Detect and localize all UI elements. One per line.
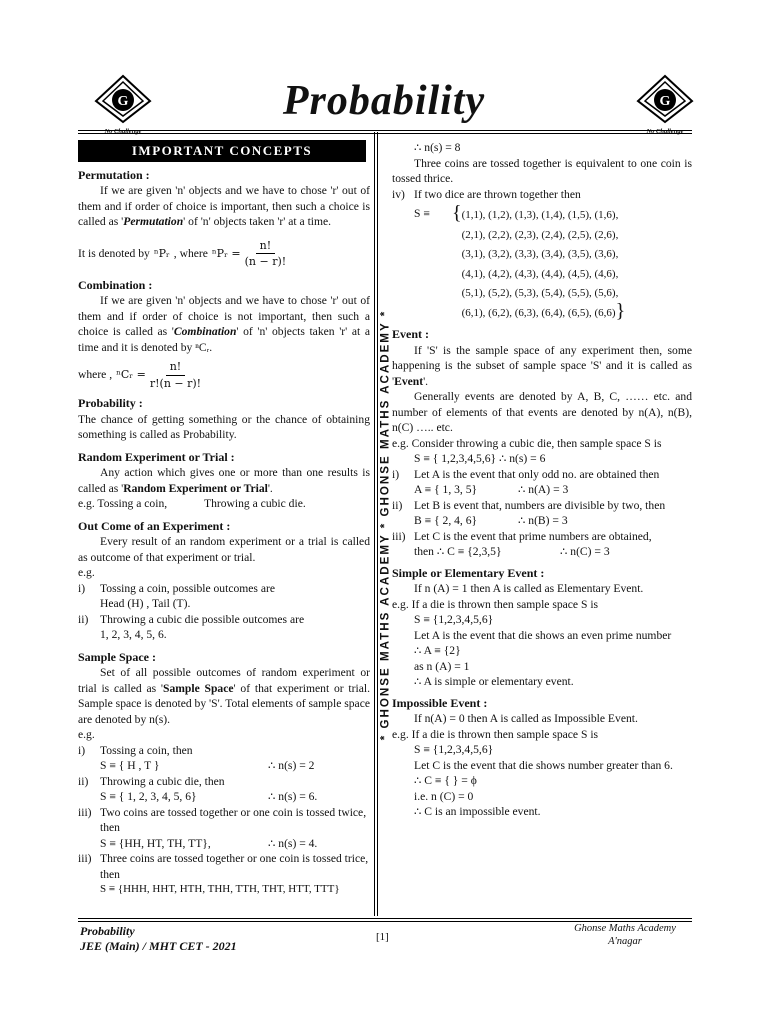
academy-logo-right xyxy=(634,74,696,135)
simple-event-let: Let A is the event that die shows an even prime number xyxy=(414,628,672,642)
sample-item: ii) Throwing a cubic die, then S ≡ { 1, 2, 3, 4, 5, 6} ∴ n(s) = 6. xyxy=(78,774,318,803)
event-sample-set: S ≡ { 1,2,3,4,5,6} ∴ n(s) = 6 xyxy=(414,452,546,465)
outcome-eg-label: e.g. xyxy=(78,566,95,579)
two-dice-sample-space: S ≡ { (1,1), (1,2), (1,3), (1,4), (1,5), (1,6), (2,1), (2,2), (2,3), (2,4), (2,5), (2,6), (3,1), (3,2), (3,3), (3,4), (3,5), (3,6), (4,1), (4,2), (4,3), (4,4), (4,5), (4,6), (5,1), (5,2), (5,3), (5,4), (5,5), (5,6), (6,1), (6,2), (6,3), (6,4), (6,5), (6,6) } xyxy=(414,202,626,322)
impossible-event-ie: i.e. n (C) = 0 xyxy=(414,789,474,803)
svg-text:G: G xyxy=(659,94,671,109)
dice-row: (5,1), (5,2), (5,3), (5,4), (5,5), (5,6), xyxy=(461,287,619,299)
simple-event-as: as n (A) = 1 xyxy=(414,659,470,673)
sample-item: iii) Two coins are tossed together or one coin is tossed twice, then S ≡ {HH, HT, TH, TT}, ∴ n(s) = 4. xyxy=(78,805,367,850)
outcome-definition: Every result of an random experiment or a trial is called as outcome of that experiment or trial. xyxy=(78,535,370,564)
important-concepts-banner: IMPORTANT CONCEPTS xyxy=(78,140,366,162)
permutation-formula: It is denoted by ⁿPᵣ , where ⁿPᵣ = $\frac{n!}{(n - r)!}$ xyxy=(78,238,287,268)
sample-eg-label: e.g. xyxy=(78,728,95,741)
sample-space-heading: Sample Space : xyxy=(78,649,156,664)
combination-formula: where , ⁿCᵣ = $\frac{n!}{r!(n - r)!}$ xyxy=(78,360,202,390)
event-item: ii) Let B is event that, numbers are divisible by two, then B ≡ { 2, 4, 6} ∴ n(B) = 3 xyxy=(392,498,666,527)
svg-text:G: G xyxy=(117,94,129,109)
impossible-event-definition: If n(A) = 0 then A is called as Impossible Event. xyxy=(414,712,638,725)
logo-tagline: No Challenge xyxy=(104,128,142,135)
two-dice-item: iv) If two dice are thrown together then xyxy=(392,187,581,201)
sample-item: iii) Three coins are tossed together or one coin is tossed trice, then S ≡ {HHH, HHT, HTH, THH, TTH, THT, HTT, TTT} xyxy=(78,852,369,895)
simple-event-definition: If n (A) = 1 then A is called as Elementary Event. xyxy=(414,582,644,595)
event-heading: Event : xyxy=(392,327,429,341)
combination-heading: Combination : xyxy=(78,277,153,292)
random-experiment-definition: Any action which gives one or more than one results is called as 'Random Experiment or Trial'. xyxy=(78,466,370,495)
three-coins-ns: ∴ n(s) = 8 xyxy=(414,141,461,154)
simple-event-set: S ≡ {1,2,3,4,5,6} xyxy=(414,613,494,626)
dice-row: (4,1), (4,2), (4,3), (4,4), (4,5), (4,6), xyxy=(461,267,619,280)
event-item: iii) Let C is the event that prime numbers are obtained, then ∴ C ≡ {2,3,5} ∴ n(C) = 3 xyxy=(392,529,652,558)
dice-row: (6,1), (6,2), (6,3), (6,4), (6,5), (6,6) } xyxy=(461,299,626,322)
sample-item: i) Tossing a coin, then S ≡ { H , T } ∴ n(s) = 2 xyxy=(78,743,315,772)
simple-event-heading: Simple or Elementary Event : xyxy=(392,565,545,580)
footer-rule xyxy=(78,918,692,919)
impossible-event-let: Let C is the event that die shows number greater than 6. xyxy=(414,758,673,772)
header-rule xyxy=(78,130,692,131)
dice-row: (2,1), (2,2), (2,3), (2,4), (2,5), (2,6), xyxy=(461,228,619,241)
simple-event-a: ∴ A ≡ {2} xyxy=(414,644,461,657)
dice-row: (3,1), (3,2), (3,3), (3,4), (3,5), (3,6), xyxy=(461,248,619,260)
header-rule xyxy=(78,133,692,134)
open-brace: { xyxy=(452,202,462,224)
impossible-event-set: S ≡ {1,2,3,4,5,6} xyxy=(414,743,494,756)
combination-definition: If we are given 'n' objects and we have to chose 'r' out of them and if order of choice is not important, then such a choice is called as 'Combination' of 'n' objects taken 'r' at a time and it is denoted by ⁿCᵣ. xyxy=(78,294,370,354)
impossible-event-c: ∴ C ≡ { } = ϕ xyxy=(414,774,477,787)
simple-event-eg: e.g. If a die is thrown then sample space S is xyxy=(392,597,599,611)
probability-definition: The chance of getting something or the chance of obtaining something is called as Probability. xyxy=(78,412,370,441)
right-column xyxy=(392,140,692,820)
outcome-heading: Out Come of an Experiment : xyxy=(78,518,231,533)
page-number: [1] xyxy=(376,931,389,943)
footer-left: Probability JEE (Main) / MHT CET - 2021 xyxy=(80,924,237,953)
page-title: Probability xyxy=(282,78,486,124)
event-item: i) Let A is the event that only odd no. are obtained then A ≡ { 1, 3, 5} ∴ n(A) = 3 xyxy=(392,467,660,496)
footer-right: Ghonse Maths Academy A'nagar xyxy=(574,923,676,947)
vertical-academy-banner: * GHONSE MATHS ACADEMY * GHONSE MATHS ACADEMY * xyxy=(378,309,392,741)
sample-space-definition: Set of all possible outcomes of random experiment or trial is called as 'Sample Space' of that experiment or trial. Sample space is denoted by 'S'. Total elements of sample space are denoted by n(s). xyxy=(78,666,370,726)
event-notation: Generally events are denoted by A, B, C, …… etc. and number of elements of that events are denoted by n(A), n(B), n(C) ….. etc. xyxy=(392,390,692,434)
impossible-event-result: ∴ C is an impossible event. xyxy=(414,805,541,818)
simple-event-result: ∴ A is simple or elementary event. xyxy=(414,675,574,688)
event-definition: If 'S' is the sample space of any experiment then, some happening is the subset of sample space 'S' and it is called as 'Event'. xyxy=(392,343,692,388)
permutation-definition: If we are given 'n' objects and we have to chose 'r' out of them and if order of choice is important, then such a choice is called as 'Permutation' of 'n' objects taken 'r' at a time. xyxy=(78,184,370,228)
logo-diamond-icon xyxy=(634,74,696,124)
close-brace: } xyxy=(615,299,626,322)
impossible-event-eg: e.g. If a die is thrown then sample space S is xyxy=(392,727,599,741)
logo-tagline: No Challenge xyxy=(646,128,684,135)
random-experiment-heading: Random Experiment or Trial : xyxy=(78,449,235,464)
outcome-item: i) Tossing a coin, possible outcomes are Head (H) , Tail (T). xyxy=(78,581,275,610)
dice-row: (1,1), (1,2), (1,3), (1,4), (1,5), (1,6), xyxy=(461,209,619,221)
random-experiment-example: e.g. Tossing a coin, Throwing a cubic die. xyxy=(78,497,306,510)
permutation-heading: Permutation : xyxy=(78,167,150,182)
probability-heading: Probability : xyxy=(78,396,143,410)
impossible-event-heading: Impossible Event : xyxy=(392,695,488,710)
event-eg: e.g. Consider throwing a cubic die, then sample space S is xyxy=(392,436,662,450)
three-coins-note: Three coins are tossed together is equivalent to one coin is tossed thrice. xyxy=(392,156,692,185)
left-column xyxy=(78,140,370,898)
outcome-item: ii) Throwing a cubic die possible outcomes are 1, 2, 3, 4, 5, 6. xyxy=(78,612,305,641)
